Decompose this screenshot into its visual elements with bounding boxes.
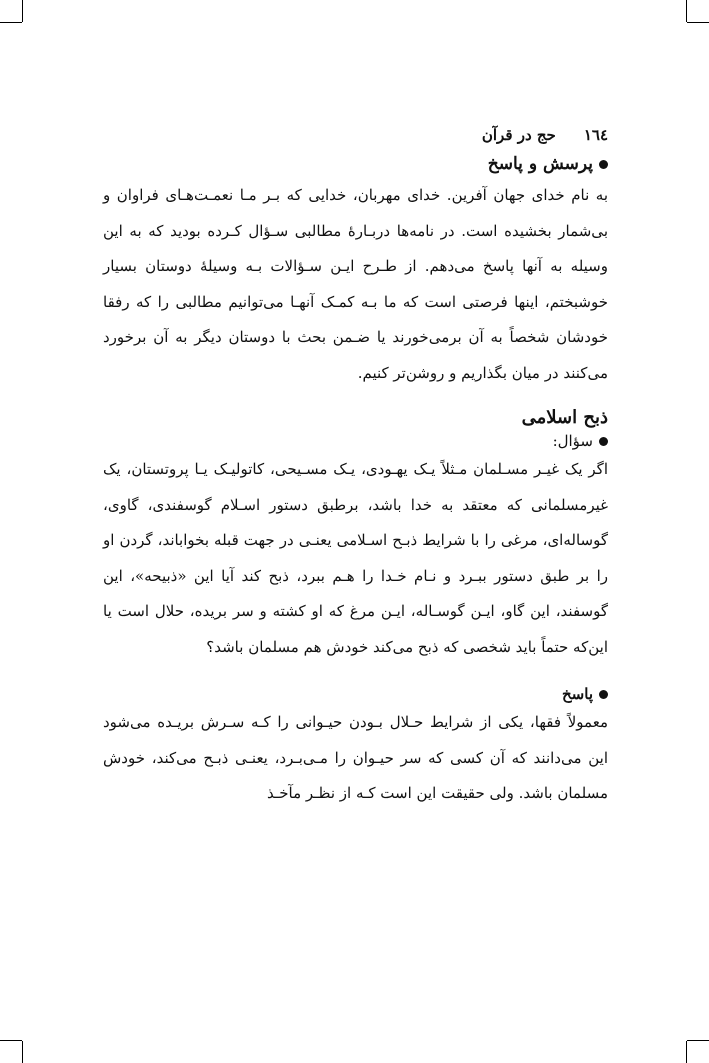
question-paragraph: اگر یک غیـر مسـلمان مـثلاً یـک یهـودی، یـک مسـیحی، کاتولیـک یـا پروتستان، یک غیرمسلمانی که معتقد به خدا باشد، برطبق دستور اسـلام گوسفندی، گاوی، گوساله‌ای، مرغی را با شرایط ذبـح اسـلامی یعنـی در جهت قبله بخواباند، گردن او را بر طبق دستور ببـرد و نـام خـدا را هـم ببرد، ذبح کند آیا این «ذبیحه»، این گوسفند، این گاو، ایـن گوسـاله، ایـن مرغ که او کشته و سر بریده، حلال است یا این‌که حتماً باید شخصی که ذبح می‌کند خودش هم مسلمان باشد؟ <box>103 460 608 656</box>
bullet-icon <box>599 160 608 169</box>
page-number: ١٦٤ <box>583 126 608 144</box>
crop-mark <box>686 0 687 22</box>
question-label <box>103 432 608 450</box>
answer-label-text: پاسخ <box>562 685 593 703</box>
section-title-text: پرسش و پاسخ <box>487 154 593 174</box>
crop-mark <box>0 22 22 23</box>
answer-label <box>103 685 608 703</box>
section-title <box>103 154 608 174</box>
crop-mark <box>687 1040 709 1041</box>
crop-mark <box>22 0 23 22</box>
crop-mark <box>0 1040 22 1041</box>
chapter-heading: ذبح اسلامی <box>521 407 608 428</box>
question-label-text: سؤال: <box>552 432 593 450</box>
answer-paragraph: معمولاً فقها، یکی از شرایط حـلال بـودن حیـوانی را کـه سـرش بریـده می‌شود این می‌دانند که آن کسی که سر حیـوان را مـی‌بـرد، یعنـی ذبـح می‌کند، خودش مسلمان باشد. ولی حقیقت این است کـه از نظـر مآخـذ <box>103 713 608 802</box>
running-header <box>103 100 608 144</box>
bullet-icon <box>599 690 608 699</box>
book-page <box>103 100 608 812</box>
crop-mark <box>686 1041 687 1063</box>
crop-mark <box>687 22 709 23</box>
bullet-icon <box>599 437 608 446</box>
book-title: حج در قرآن <box>481 126 556 144</box>
crop-mark <box>22 1041 23 1063</box>
intro-paragraph: به نام خدای جهان آفرین. خدای مهربان، خدایی که بـر مـا نعمـت‌هـای فراوان و بی‌شمار بخشیده است. در نامه‌ها دربـارهٔ مطالبی سـؤال کـرده بودید که به این وسیله به آنها پاسخ می‌دهم. از طـرح ایـن سـؤالات بـه وسیلهٔ دوستان بسیار خوشبختم، اینها فرصتی است که ما بـه کمـک آنهـا می‌توانیم مطالبی را که رفقا خودشان شخصاً به آن برمی‌خورند یا ضـمن بحث با دوستان دیگر به آن برخورد می‌کنند در میان بگذاریم و روشن‌تر کنیم. <box>103 186 608 382</box>
